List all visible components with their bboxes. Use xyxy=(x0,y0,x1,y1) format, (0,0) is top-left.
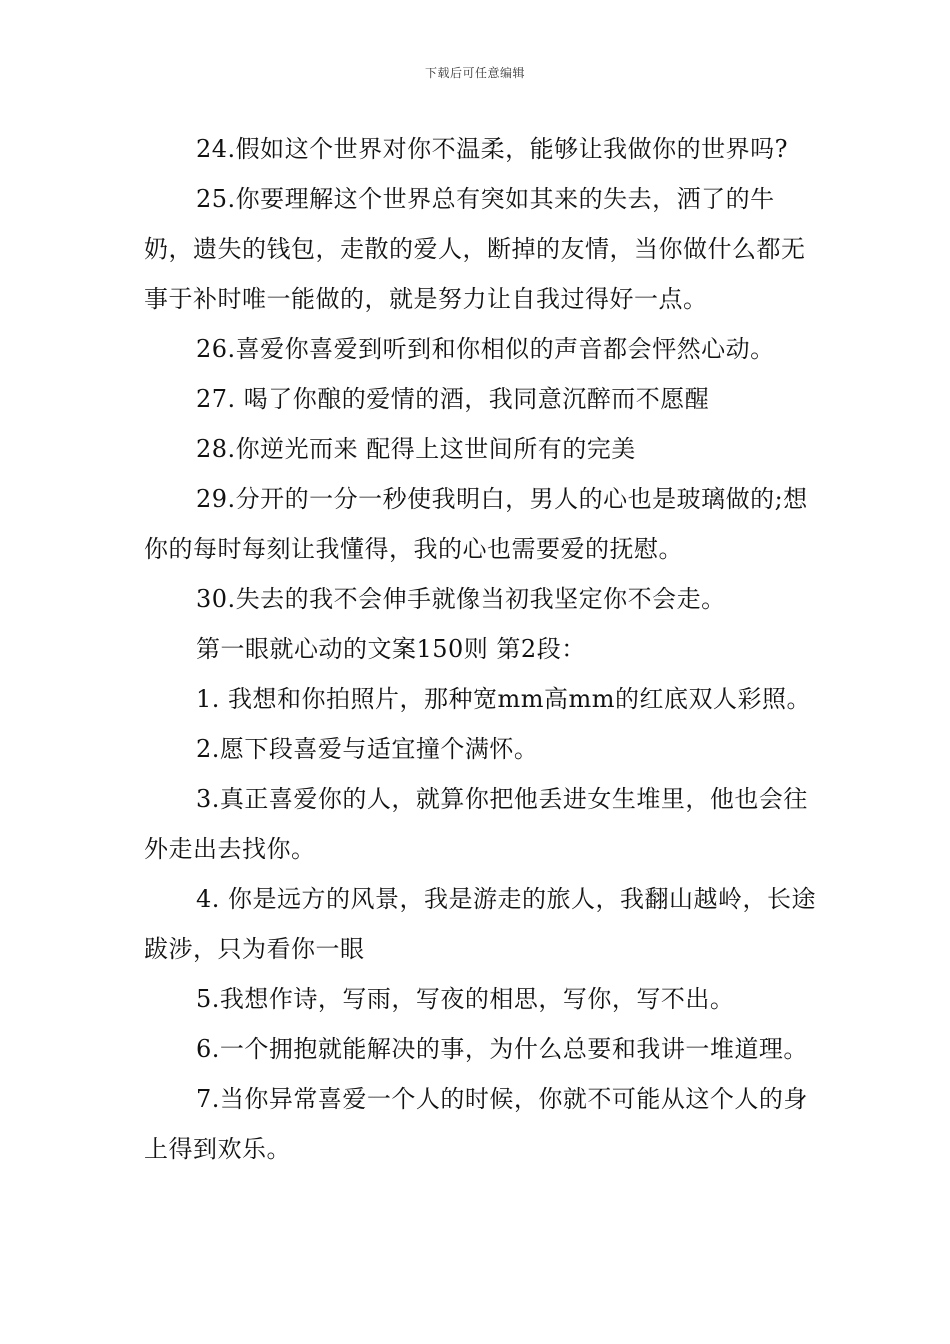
paragraph-26: 26.喜爱你喜爱到听到和你相似的声音都会怦然心动。 xyxy=(196,335,775,363)
paragraph-1: 1. 我想和你拍照片，那种宽mm高mm的红底双人彩照。 xyxy=(196,685,812,713)
section-heading: 第一眼就心动的文案150则 第2段： xyxy=(196,635,586,663)
document-body xyxy=(144,124,820,1174)
paragraph-4: 4. 你是远方的风景，我是游走的旅人，我翻山越岭，长途跋涉，只为看你一眼 xyxy=(144,885,817,963)
page-header: 下载后可任意编辑 xyxy=(424,66,525,80)
paragraph-25: 25.你要理解这个世界总有突如其来的失去，洒了的牛奶，遗失的钱包，走散的爱人，断掉的友情，当你做什么都无事于补时唯一能做的，就是努力让自我过得好一点。 xyxy=(144,185,806,313)
paragraph-6: 6.一个拥抱就能解决的事，为什么总要和我讲一堆道理。 xyxy=(196,1035,808,1063)
paragraph-24: 24.假如这个世界对你不温柔，能够让我做你的世界吗? xyxy=(196,135,789,163)
paragraph-29: 29.分开的一分一秒使我明白，男人的心也是玻璃做的;想你的每时每刻让我懂得，我的心也需要爱的抚慰。 xyxy=(144,485,808,563)
paragraph-30: 30.失去的我不会伸手就像当初我坚定你不会走。 xyxy=(196,585,726,613)
paragraph-28: 28.你逆光而来 配得上这世间所有的完美 xyxy=(196,435,636,463)
paragraph-2: 2.愿下段喜爱与适宜撞个满怀。 xyxy=(196,735,539,763)
paragraph-7: 7.当你异常喜爱一个人的时候，你就不可能从这个人的身上得到欢乐。 xyxy=(144,1085,808,1163)
paragraph-3: 3.真正喜爱你的人，就算你把他丢进女生堆里，他也会往外走出去找你。 xyxy=(144,785,808,863)
paragraph-5: 5.我想作诗，写雨，写夜的相思，写你，写不出。 xyxy=(196,985,735,1013)
paragraph-27: 27. 喝了你酿的爱情的酒，我同意沉醉而不愿醒 xyxy=(196,385,710,413)
